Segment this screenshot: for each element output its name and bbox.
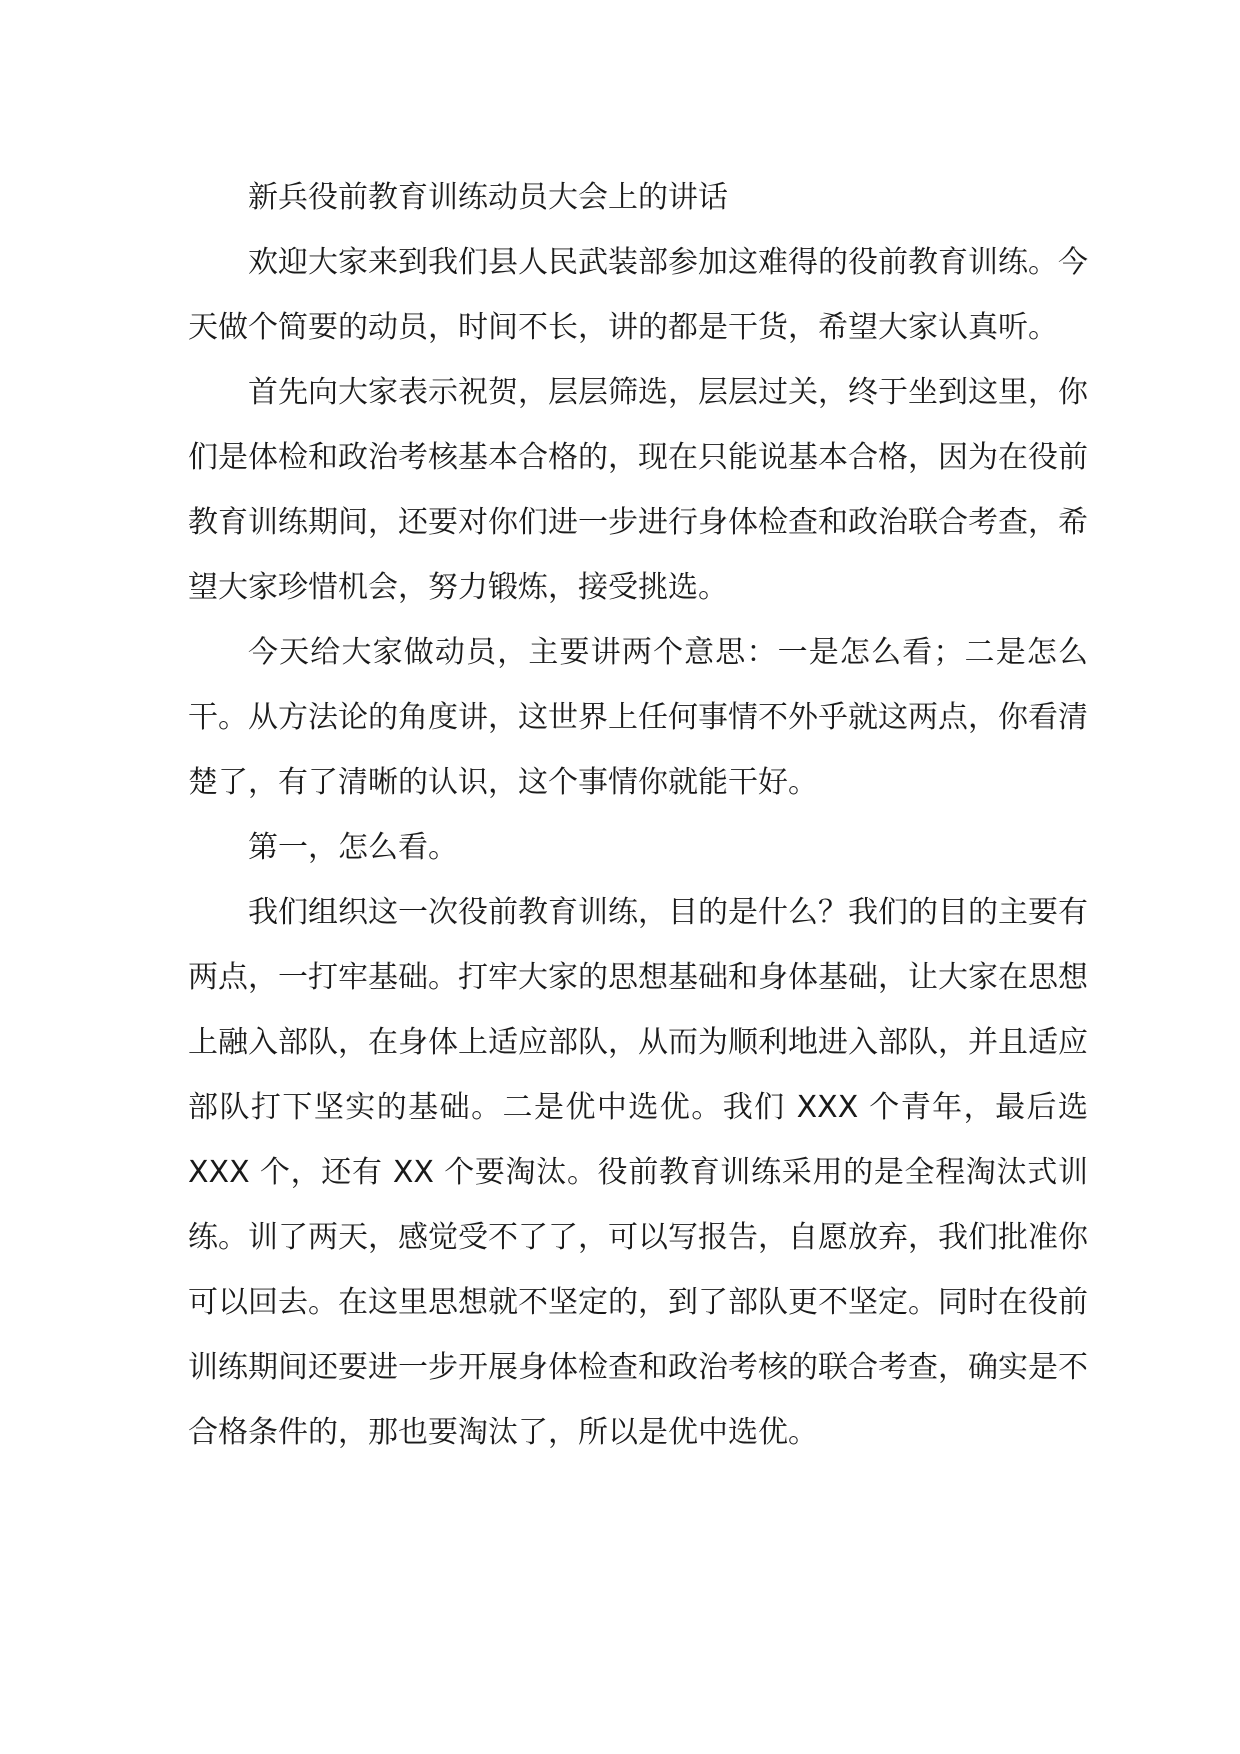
- section-heading-first: 第一，怎么看。: [248, 830, 458, 865]
- paragraph-welcome: 欢迎大家来到我们县人民武装部参加这难得的役前教育训练。今天做个简要的动员，时间不长，讲的都是干货，希望大家认真听。: [188, 245, 1088, 345]
- document-page: [188, 165, 1088, 1465]
- paragraph-congratulations: 首先向大家表示祝贺，层层筛选，层层过关，终于坐到这里，你们是体检和政治考核基本合格的，现在只能说基本合格，因为在役前教育训练期间，还要对你们进一步进行身体检查和政治联合考查，希望大家珍惜机会，努力锻炼，接受挑选。: [188, 375, 1088, 605]
- document-title: 新兵役前教育训练动员大会上的讲话: [248, 180, 728, 215]
- paragraph-two-points: 今天给大家做动员，主要讲两个意思：一是怎么看；二是怎么干。从方法论的角度讲，这世界上任何事情不外乎就这两点，你看清楚了，有了清晰的认识，这个事情你就能干好。: [188, 635, 1088, 800]
- paragraph-purpose: 我们组织这一次役前教育训练，目的是什么？我们的目的主要有两点，一打牢基础。打牢大家的思想基础和身体基础，让大家在思想上融入部队，在身体上适应部队，从而为顺利地进入部队，并且适应部队打下坚实的基础。二是优中选优。我们 XXX 个青年，最后选 XXX 个，还有 XX 个要淘汰。役前教育训练采用的是全程淘汰式训练。训了两天，感觉受不了了，可以写报告，自愿放弃，我们批准你可以回去。在这里思想就不坚定的，到了部队更不坚定。同时在役前训练期间还要进一步开展身体检查和政治考核的联合考查，确实是不合格条件的，那也要淘汰了，所以是优中选优。: [188, 895, 1088, 1450]
